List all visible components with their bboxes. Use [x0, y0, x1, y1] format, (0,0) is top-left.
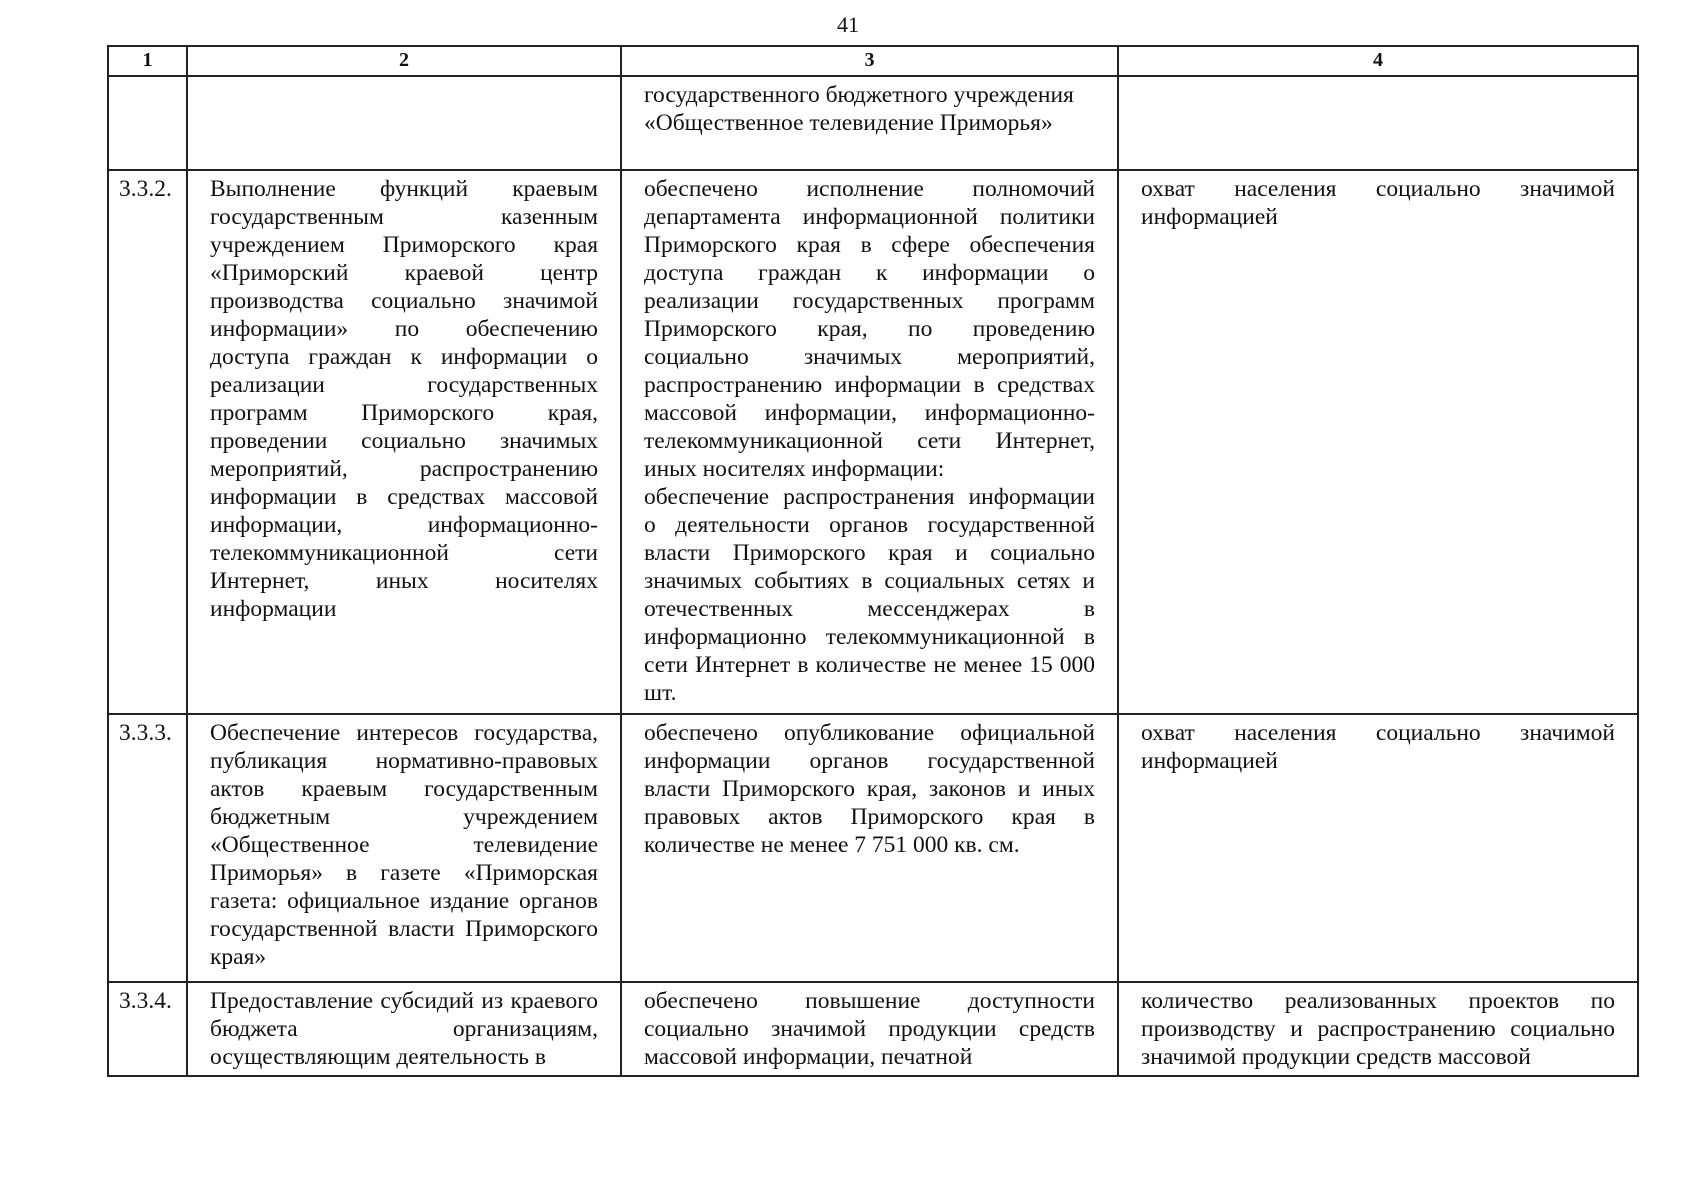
indicator [1118, 76, 1638, 170]
indicator-cell [1118, 982, 1638, 1076]
result-paragraph: государственного бюджетного учреждения «Общественное телевидение Приморья» [644, 82, 1074, 136]
row-number: 3.3.2. [108, 170, 187, 714]
header-col-1: 1 [108, 46, 187, 76]
row-number: 3.3.4. [108, 982, 187, 1076]
row-number [108, 76, 187, 170]
table-row [108, 170, 1638, 714]
table-row [108, 76, 1638, 170]
indicator: количество реализованных проектов по производству и распространению социально значимой продукции средств массовой [1141, 988, 1615, 1070]
table-header-row [108, 46, 1638, 76]
indicator: охват населения социально значимой информацией [1118, 170, 1638, 714]
expected-result [621, 982, 1118, 1076]
activity-description-cell [187, 982, 621, 1076]
header-col-3: 3 [621, 46, 1118, 76]
result-paragraph: обеспечено исполнение полномочий департамента информационной политики Приморского края в сфере обеспечения доступа граждан к информации о реализации государственных программ Приморского края, по проведению социально значимых мероприятий, распространению информации в средствах массовой информации, информационно-телекоммуникационной сети Интернет, иных носителях информации: [644, 176, 1095, 482]
result-paragraph: обеспечение распространения информации о деятельности органов государственной власти Приморского края и социально значимых событиях в социальных сетях и отечественных мессенджерах в информационно телекоммуникационной в сети Интернет в количестве не менее 15 000 шт. [644, 484, 1095, 706]
activity-description: Выполнение функций краевым государственным казенным учреждением Приморского края «Приморский краевой центр производства социально значимой информации» по обеспечению доступа граждан к информации о реализации государственных программ Приморского края, проведении социально значимых мероприятий, распространению информации в средствах массовой информации, информационно-телекоммуникационной сети Интернет, иных носителях информации [187, 170, 621, 714]
activities-table [107, 45, 1639, 1077]
header-col-4: 4 [1118, 46, 1638, 76]
expected-result [621, 76, 1118, 170]
indicator: охват населения социально значимой информацией [1118, 714, 1638, 982]
header-col-2: 2 [187, 46, 621, 76]
result-paragraph: обеспечено повышение доступности социально значимой продукции средств массовой информации, печатной [644, 988, 1095, 1070]
expected-result [621, 714, 1118, 982]
row-number: 3.3.3. [108, 714, 187, 982]
activity-description: Предоставление субсидий из краевого бюджета организациям, осуществляющим деятельность в [210, 988, 598, 1070]
activity-description: Обеспечение интересов государства, публикация нормативно-правовых актов краевым государственным бюджетным учреждением «Общественное телевидение Приморья» в газете «Приморская газета: официальное издание органов государственной власти Приморского края» [187, 714, 621, 982]
result-paragraph: обеспечено опубликование официальной информации органов государственной власти Приморского края, законов и иных правовых актов Приморского края в количестве не менее 7 751 000 кв. см. [644, 720, 1095, 858]
table-row [108, 982, 1638, 1076]
page-number: 41 [837, 12, 859, 37]
activity-description [187, 76, 621, 170]
expected-result [621, 170, 1118, 714]
table-row [108, 714, 1638, 982]
